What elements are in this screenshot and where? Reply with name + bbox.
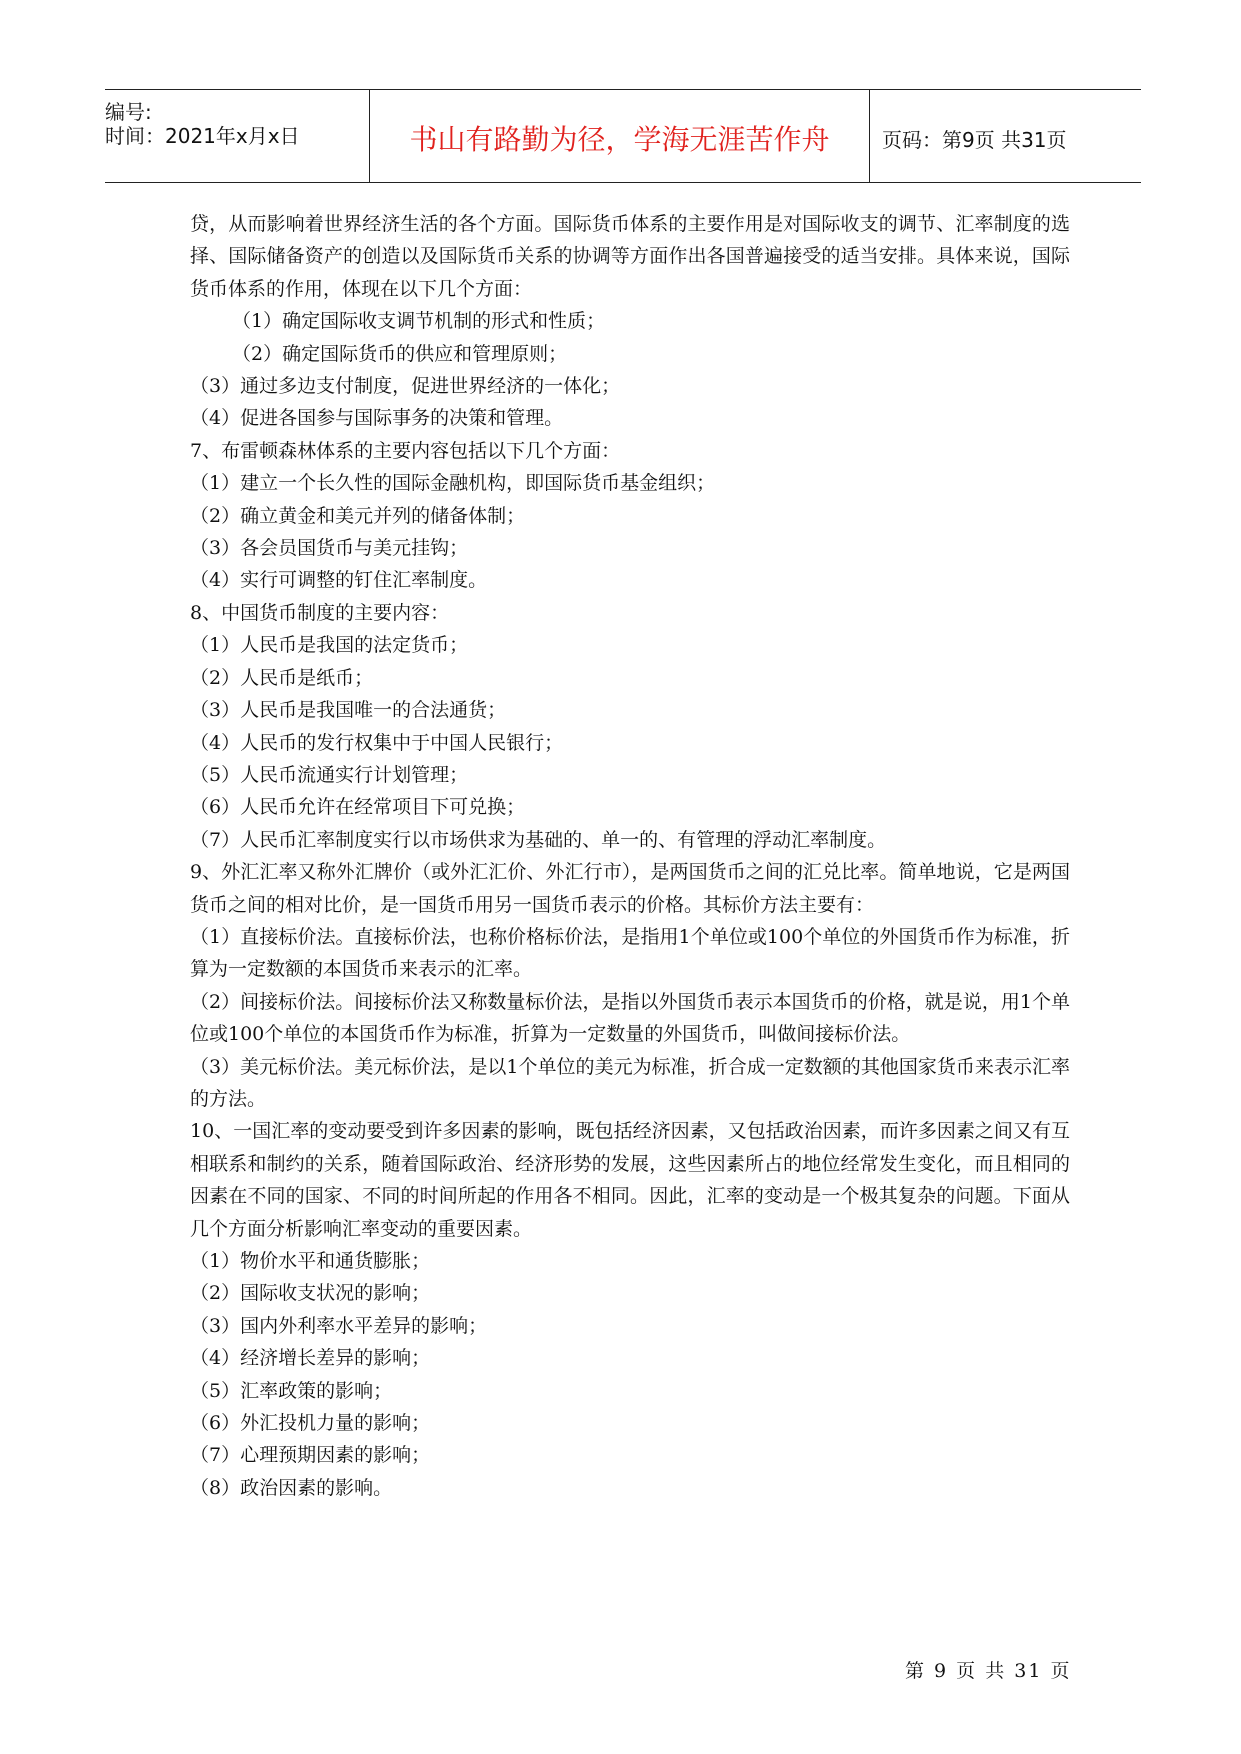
body-paragraph: 7、布雷顿森林体系的主要内容包括以下几个方面： [190,439,621,462]
body-paragraph: （3）通过多边支付制度，促进世界经济的一体化； [190,375,621,398]
header-info-cell [105,90,370,182]
body-paragraph: 10、一国汇率的变动要受到许多因素的影响，既包括经济因素，又包括政治因素，而许多因素之间又有互相联系和制约的关系，随着国际政治、经济形势的发展，这些因素所占的地位经常发生变化，而且相同的因素在不同的国家、不同的时间所起的作用各不相同。因此，汇率的变动是一个极其复杂的问题。下面从几个方面分析影响汇率变动的重要因素。 [190,1120,1070,1240]
body-paragraph: （6）人民币允许在经常项目下可兑换； [190,796,526,819]
header-motto-cell [370,90,870,182]
body-paragraph: 贷，从而影响着世界经济生活的各个方面。国际货币体系的主要作用是对国际收支的调节、汇率制度的选择、国际储备资产的创造以及国际货币关系的协调等方面作出各国普遍接受的适当安排。具体来说，国际货币体系的作用，体现在以下几个方面： [190,213,1070,300]
body-paragraph: （5）汇率政策的影响； [190,1379,393,1402]
body-paragraph: （8）政治因素的影响。 [190,1476,393,1499]
body-paragraph: （4）促进各国参与国际事务的决策和管理。 [190,407,564,430]
body-paragraph: （3）人民币是我国唯一的合法通货； [190,699,507,722]
body-paragraph: （1）建立一个长久性的国际金融机构，即国际货币基金组织； [190,472,716,495]
body-paragraph: （1）直接标价法。直接标价法，也称价格标价法，是指用1个单位或100个单位的外国货币作为标准，折算为一定数额的本国货币来表示的汇率。 [190,925,1070,981]
body-paragraph: （4）人民币的发行权集中于中国人民银行； [190,731,564,754]
page-footer: 第 9 页 共 31 页 [905,1660,1072,1682]
body-paragraph: 9、外汇汇率又称外汇牌价（或外汇汇价、外汇行市），是两国货币之间的汇兑比率。简单地说，它是两国货币之间的相对比价，是一国货币用另一国货币表示的价格。其标价方法主要有： [190,861,1070,916]
body-paragraph: （4）实行可调整的钉住汇率制度。 [190,569,488,592]
body-paragraph: （1）确定国际收支调节机制的形式和性质； [232,310,606,333]
body-paragraph: （2）人民币是纸币； [190,666,374,689]
body-paragraph: （7）人民币汇率制度实行以市场供求为基础的、单一的、有管理的浮动汇率制度。 [190,828,887,851]
body-paragraph: （3）美元标价法。美元标价法，是以1个单位的美元为标准，折合成一定数额的其他国家货币来表示汇率的方法。 [190,1055,1070,1110]
body-paragraph: （2）间接标价法。间接标价法又称数量标价法，是指以外国货币表示本国货币的价格，就是说，用1个单位或100个单位的本国货币作为标准，折算为一定数量的外国货币，叫做间接标价法。 [190,990,1070,1046]
body-paragraph: （1）物价水平和通货膨胀； [190,1250,431,1272]
document-time: 时间：2021年x月x日 [105,124,300,148]
body-paragraph: （4）经济增长差异的影响； [190,1347,431,1370]
body-paragraph: （3）各会员国货币与美元挂钩； [190,537,469,560]
body-paragraph: （1）人民币是我国的法定货币； [190,634,469,657]
body-paragraph: （7）心理预期因素的影响； [190,1444,431,1467]
header-page-info: 页码：第9页 共31页 [882,128,1067,152]
body-paragraph: （3）国内外利率水平差异的影响； [190,1314,488,1337]
header-page-cell [870,90,1141,182]
body-paragraph: （5）人民币流通实行计划管理； [190,763,469,786]
body-paragraph: （6）外汇投机力量的影响； [190,1412,431,1435]
document-body [190,208,1070,1504]
header-motto: 书山有路勤为径，学海无涯苦作舟 [409,123,830,156]
document-number-label: 编号: [105,100,152,124]
body-paragraph: （2）国际收支状况的影响； [190,1282,431,1305]
body-paragraph: （2）确定国际货币的供应和管理原则； [232,342,568,365]
body-paragraph: （2）确立黄金和美元并列的储备体制； [190,504,526,527]
page-header [105,89,1141,183]
body-paragraph: 8、中国货币制度的主要内容： [190,601,450,624]
